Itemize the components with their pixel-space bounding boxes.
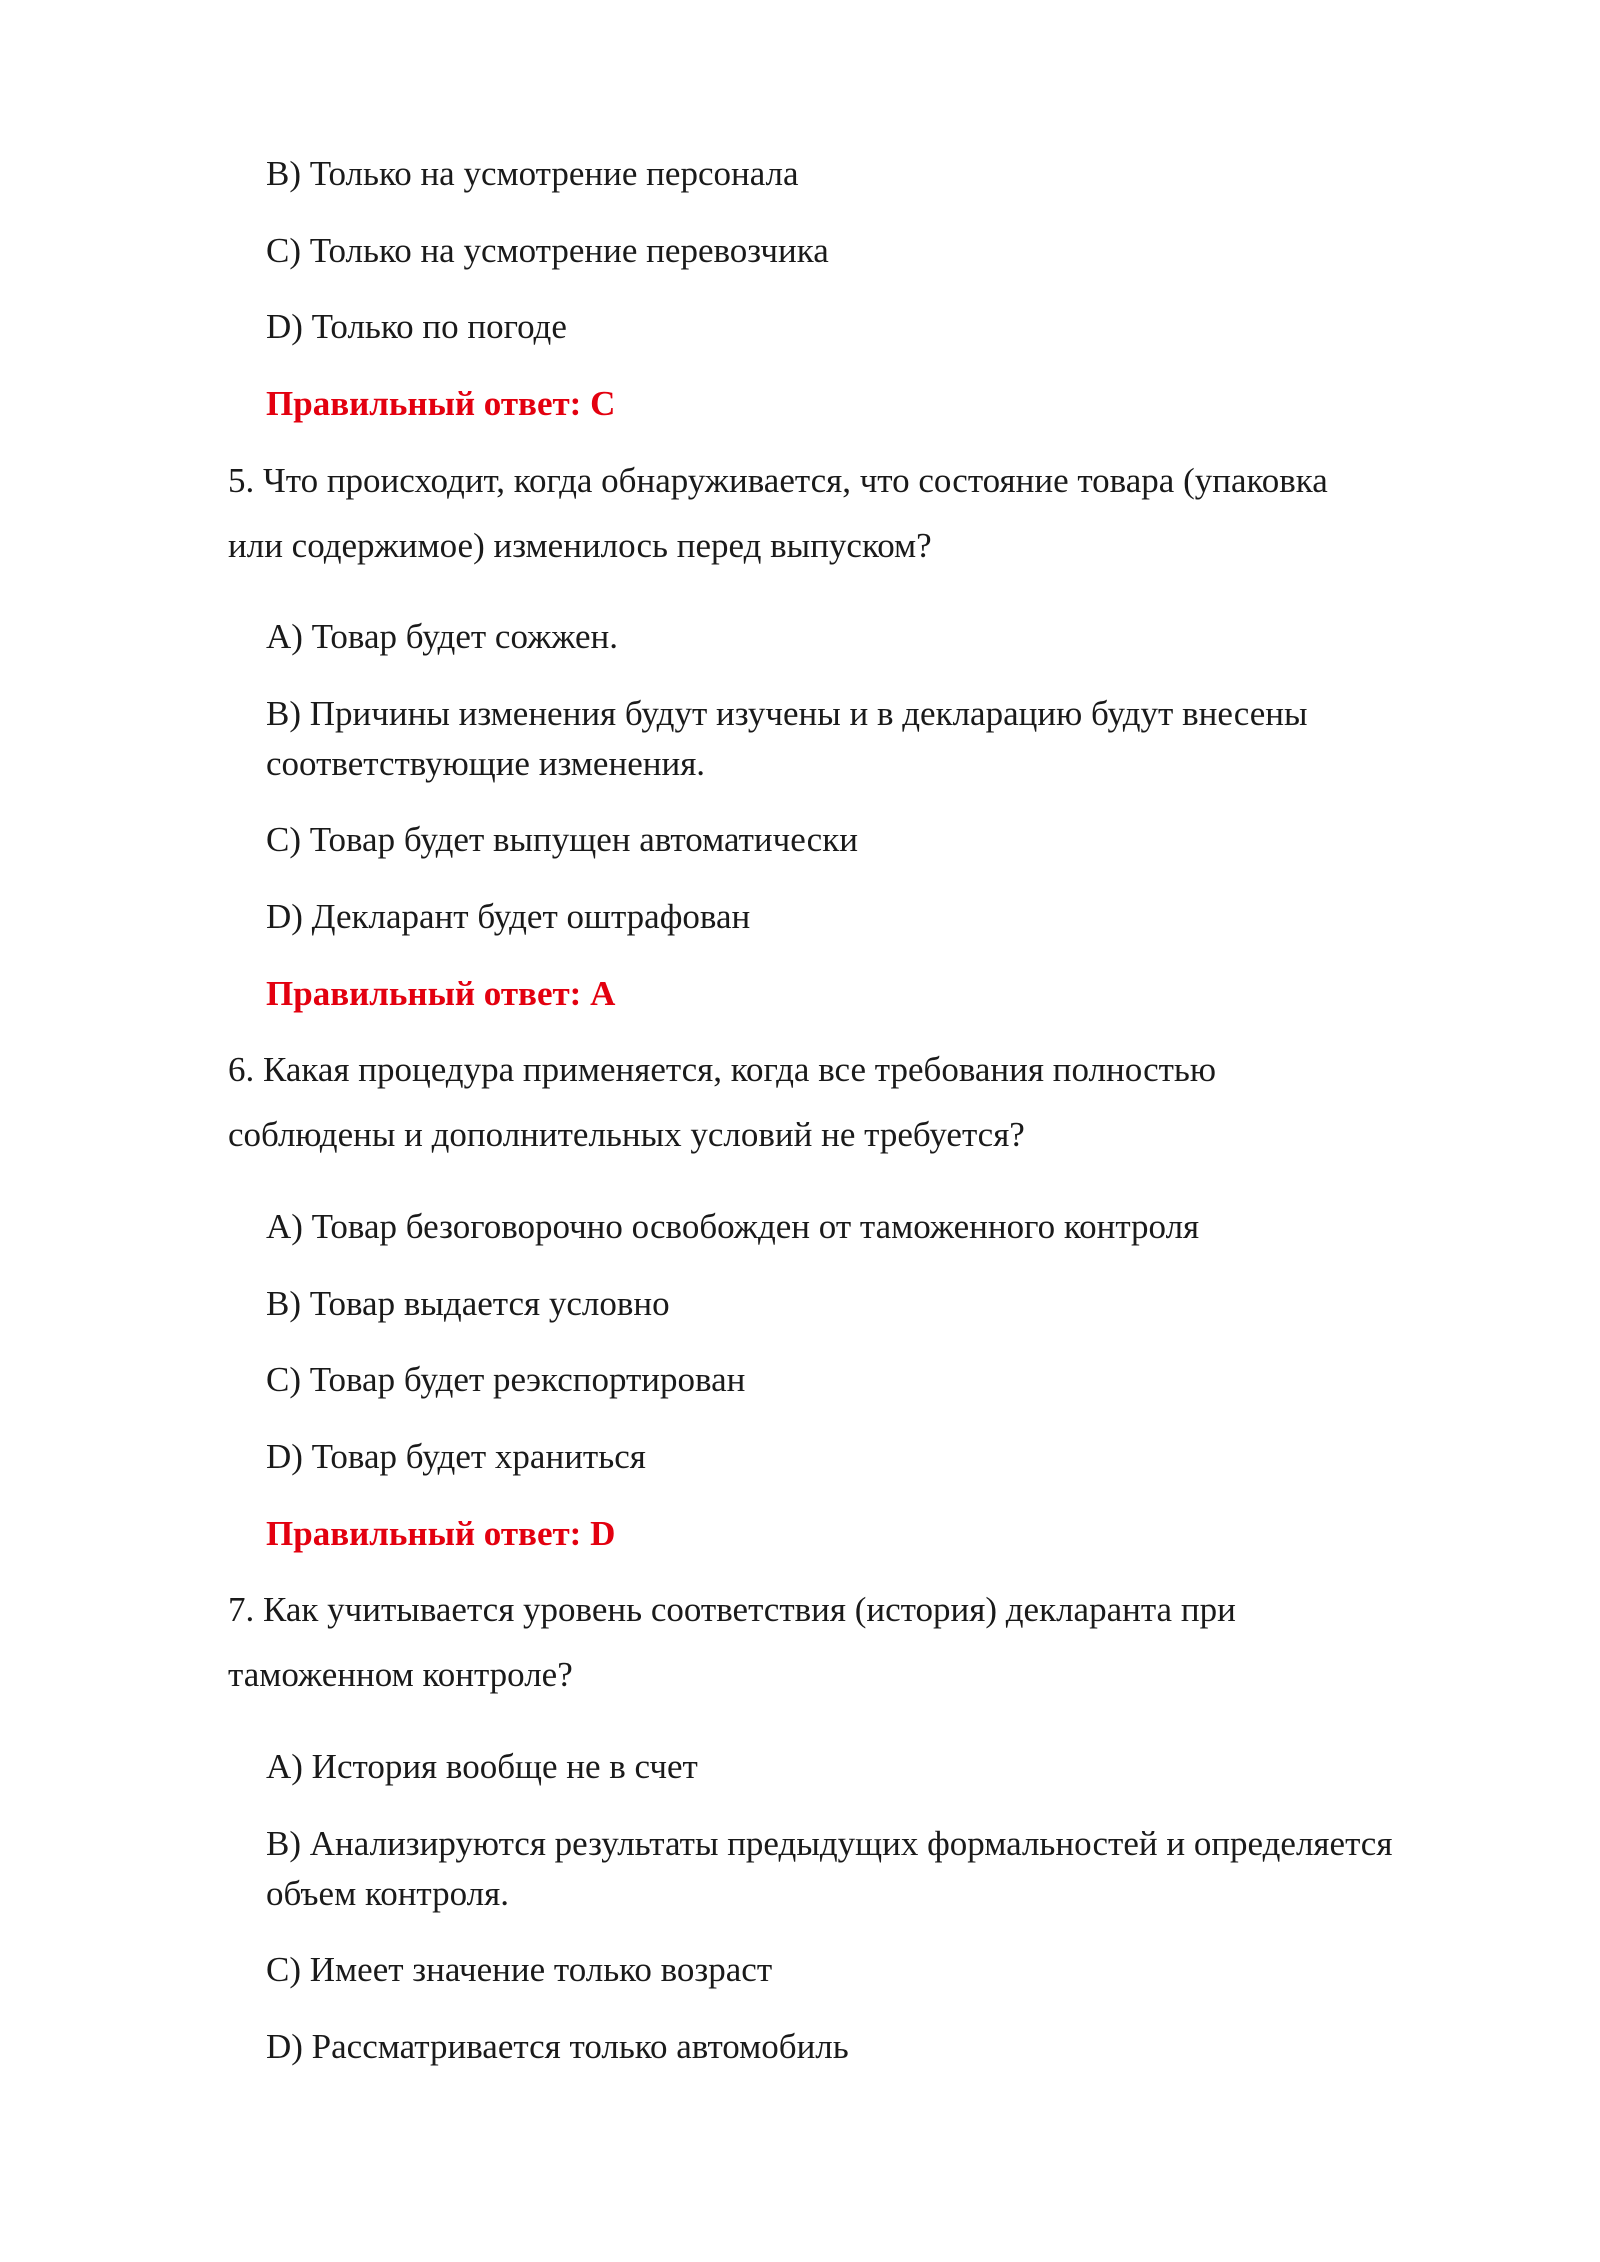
prev-correct-answer: Правильный ответ: C: [266, 384, 616, 423]
q7-question-line-2: таможенном контроле?: [228, 1655, 573, 1694]
q6-option-d: D) Товар будет храниться: [266, 1437, 646, 1476]
q7-question-line-1: 7. Как учитывается уровень соответствия (история) декларанта при: [228, 1590, 1236, 1629]
prev-option-c: C) Только на усмотрение перевозчика: [266, 231, 829, 270]
prev-option-b: B) Только на усмотрение персонала: [266, 154, 799, 193]
prev-option-d: D) Только по погоде: [266, 307, 567, 346]
q6-option-b: B) Товар выдается условно: [266, 1284, 670, 1323]
q7-option-a: A) История вообще не в счет: [266, 1747, 698, 1786]
q5-option-c: C) Товар будет выпущен автоматически: [266, 820, 858, 859]
q5-option-d: D) Декларант будет оштрафован: [266, 897, 751, 936]
q5-question-line-1: 5. Что происходит, когда обнаруживается, что состояние товара (упаковка: [228, 461, 1328, 500]
q5-option-b-line-1: B) Причины изменения будут изучены и в декларацию будут внесены: [266, 694, 1308, 733]
q5-option-b-line-2: соответствующие изменения.: [266, 744, 706, 783]
q6-question-line-1: 6. Какая процедура применяется, когда все требования полностью: [228, 1050, 1217, 1089]
q6-option-a: A) Товар безоговорочно освобожден от таможенного контроля: [266, 1207, 1200, 1246]
q7-option-b-line-1: B) Анализируются результаты предыдущих формальностей и определяется: [266, 1824, 1393, 1863]
q6-correct-answer: Правильный ответ: D: [266, 1514, 616, 1553]
q6-option-c: C) Товар будет реэкспортирован: [266, 1360, 746, 1399]
q5-correct-answer: Правильный ответ: A: [266, 974, 616, 1013]
q7-option-d: D) Рассматривается только автомобиль: [266, 2027, 849, 2066]
q5-option-a: A) Товар будет сожжен.: [266, 617, 619, 656]
q6-question-line-2: соблюдены и дополнительных условий не требуется?: [228, 1115, 1025, 1154]
q5-question-line-2: или содержимое) изменилось перед выпуском?: [228, 526, 932, 565]
q7-option-c: C) Имеет значение только возраст: [266, 1950, 773, 1989]
q7-option-b-line-2: объем контроля.: [266, 1874, 510, 1913]
